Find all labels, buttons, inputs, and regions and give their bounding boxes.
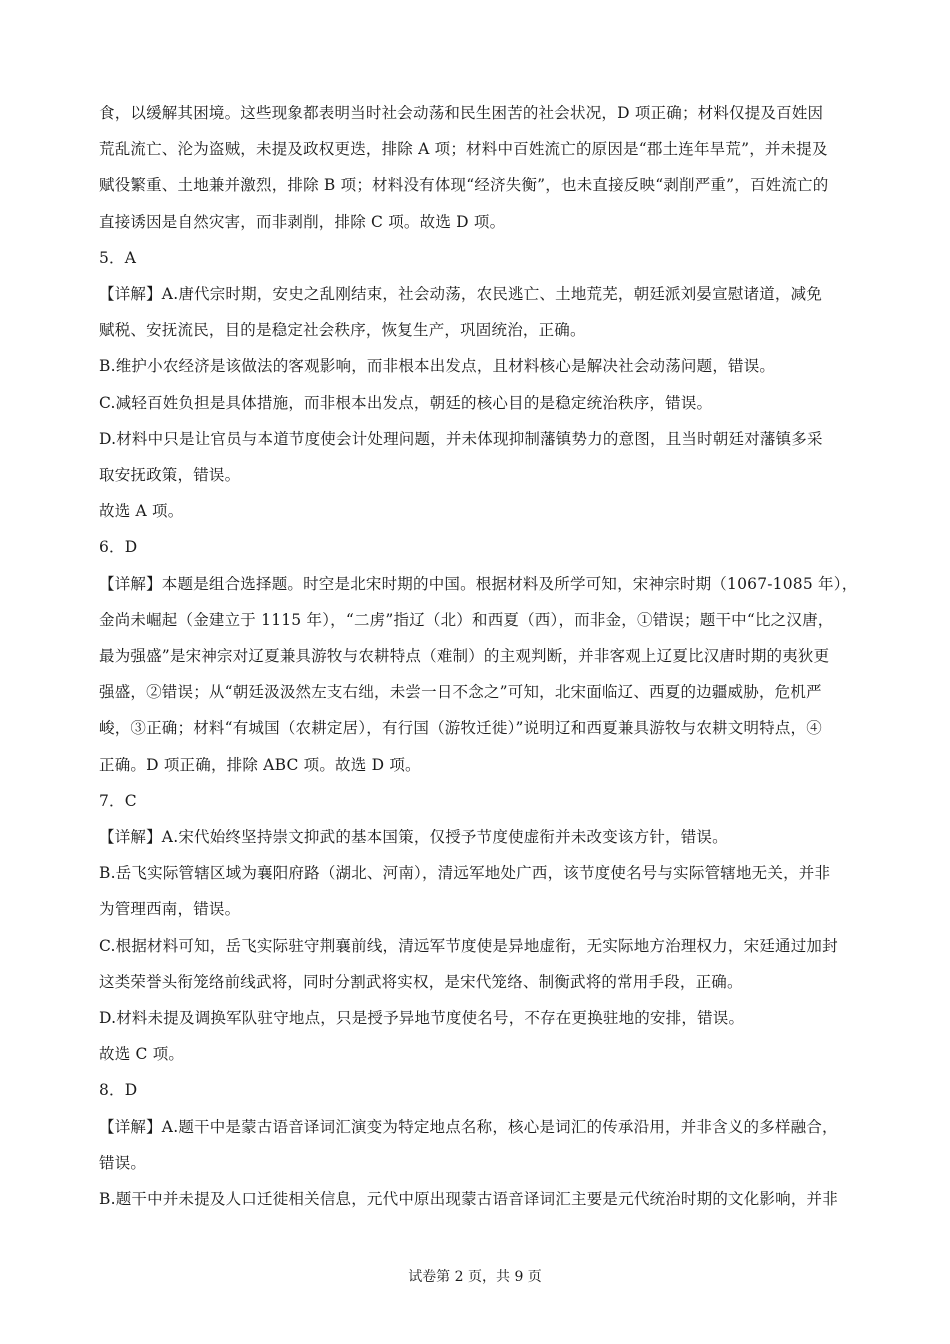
text-line: 【详解】A.宋代始终坚持崇文抑武的基本国策，仅授予节度使虚衔并未改变该方针，错误。: [99, 828, 728, 847]
answer-explanations: [99, 95, 859, 1217]
text-line: 【详解】本题是组合选择题。时空是北宋时期的中国。根据材料及所学可知，宋神宗时期（1067-1085 年），: [99, 574, 858, 593]
text-line: 强盛，②错误；从“朝廷汲汲然左支右绌，未尝一日不念之”可知，北宋面临辽、西夏的边疆威胁，危机严: [99, 683, 822, 702]
text-line: 金尚未崛起（金建立于 1115 年），“二虏”指辽（北）和西夏（西），而非金，①错误；题干中“比之汉唐，: [99, 610, 834, 629]
page-footer: 试卷第 2 页，共 9 页: [408, 1269, 542, 1285]
text-line: B.岳飞实际管辖区域为襄阳府路（湖北、河南），清远军地处广西，该节度使名号与实际管辖地无关，并非: [99, 864, 831, 883]
text-line: 正确。D 项正确，排除 ABC 项。故选 D 项。: [99, 755, 421, 774]
text-line: 这类荣誉头衔笼络前线武将，同时分割武将实权，是宋代笼络、制衡武将的常用手段，正确。: [99, 972, 743, 991]
text-line: 最为强盛”是宋神宗对辽夏兼具游牧与农耕特点（难制）的主观判断，并非客观上辽夏比汉唐时期的夷狄更: [99, 647, 830, 666]
question-number: 7．C: [99, 791, 137, 810]
text-line: 赋役繁重、土地兼并激烈，排除 B 项；材料没有体现“经济失衡”，也未直接反映“剥削严重”，百姓流亡的: [99, 176, 829, 195]
question-number: 5．A: [99, 248, 137, 267]
text-line: 为管理西南，错误。: [99, 900, 241, 919]
text-line: 【详解】A.题干中是蒙古语音译词汇演变为特定地点名称，核心是词汇的传承沿用，并非含义的多样融合，: [99, 1117, 838, 1136]
text-line: 故选 A 项。: [99, 502, 184, 521]
text-line: 【详解】A.唐代宗时期，安史之乱刚结束，社会动荡，农民逃亡、土地荒芜，朝廷派刘晏宣慰诸道，减免: [99, 285, 823, 304]
text-line: 故选 C 项。: [99, 1045, 185, 1064]
text-line: 食，以缓解其困境。这些现象都表明当时社会动荡和民生困苦的社会状况，D 项正确；材料仅提及百姓因: [99, 104, 824, 122]
text-line: C.根据材料可知，岳飞实际驻守荆襄前线，清远军节度使是异地虚衔，无实际地方治理权力，宋廷通过加封: [99, 936, 838, 955]
text-line: 错误。: [99, 1153, 147, 1172]
text-line: B.题干中并未提及人口迁徙相关信息，元代中原出现蒙古语音译词汇主要是元代统治时期的文化影响，并非: [99, 1190, 838, 1209]
text-line: B.维护小农经济是该做法的客观影响，而非根本出发点，且材料核心是解决社会动荡问题，错误。: [99, 357, 776, 376]
text-line: 直接诱因是自然灾害，而非剥削，排除 C 项。故选 D 项。: [99, 212, 506, 231]
text-line: 取安抚政策，错误。: [99, 466, 241, 485]
text-line: C.减轻百姓负担是具体措施，而非根本出发点，朝廷的核心目的是稳定统治秩序，错误。: [99, 393, 713, 412]
text-line: 荒乱流亡、沦为盗贼，未提及政权更迭，排除 A 项；材料中百姓流亡的原因是“郡土连年旱荒”，并未提及: [99, 140, 828, 159]
question-number: 6．D: [99, 538, 138, 557]
text-line: D.材料未提及调换军队驻守地点，只是授予异地节度使名号，不存在更换驻地的安排，错误。: [99, 1009, 745, 1028]
text-line: 峻，③正确；材料“有城国（农耕定居），有行国（游牧迁徙）”说明辽和西夏兼具游牧与农耕文明特点，④: [99, 719, 822, 738]
question-number: 8．D: [99, 1081, 138, 1100]
text-line: D.材料中只是让官员与本道节度使会计处理问题，并未体现抑制藩镇势力的意图，且当时朝廷对藩镇多采: [99, 429, 823, 448]
text-line: 赋税、安抚流民，目的是稳定社会秩序，恢复生产，巩固统治，正确。: [99, 321, 586, 340]
